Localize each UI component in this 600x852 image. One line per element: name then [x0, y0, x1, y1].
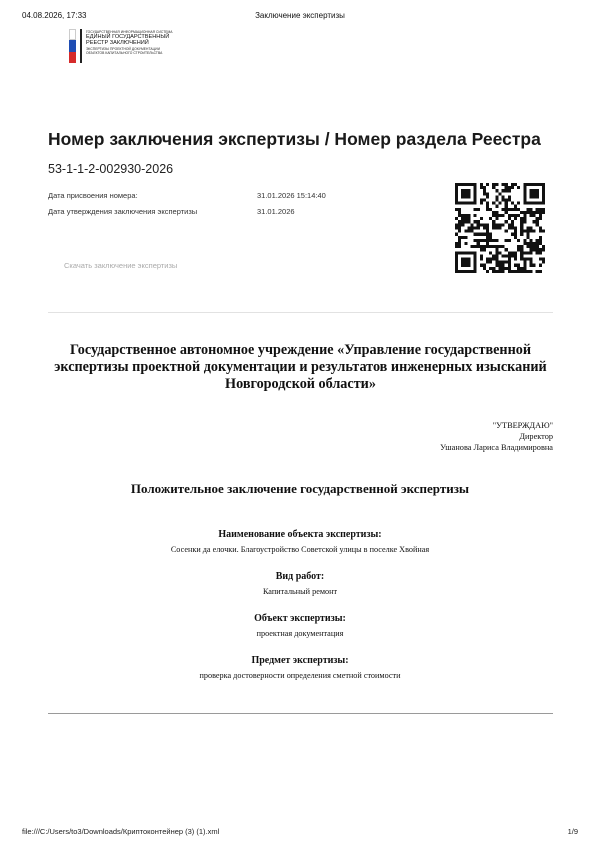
flag-icon [69, 29, 76, 63]
section-value: Капитальный ремонт [262, 587, 338, 596]
file-path: file:///C:/Users/to3/Downloads/Криптоконтейнер (3) (1).xml [22, 827, 220, 836]
page-number: 1/9 [567, 827, 578, 836]
logo-line: ОБЪЕКТОВ КАПИТАЛЬНОГО СТРОИТЕЛЬСТВА [86, 50, 163, 55]
qr-code-icon [455, 183, 545, 273]
divider [48, 312, 553, 313]
organization-name: Государственное автономное учреждение «Управление государственной экспертизы проектной документации и результатов инженерных изысканий Новгородской области» [54, 342, 547, 392]
page-title: Номер заключения экспертизы / Номер раздела Реестра [48, 129, 541, 149]
logo-text [86, 30, 211, 55]
qr-modules [455, 183, 545, 273]
print-page-title: Заключение экспертизы [255, 11, 345, 20]
registry-number: 53-1-1-2-002930-2026 [48, 162, 174, 176]
section-heading: Наименование объекта экспертизы: [218, 529, 382, 540]
registry-logo[interactable] [69, 29, 209, 63]
approval-stamp: "УТВЕРЖДАЮ" [492, 421, 553, 430]
assign-date-value: 31.01.2026 15:14:40 [257, 191, 326, 200]
section-value: проверка достоверности определения сметной стоимости [199, 671, 401, 680]
section-heading: Вид работ: [275, 571, 325, 582]
print-datetime: 04.08.2026, 17:33 [22, 11, 87, 20]
approver-name: Ушанова Лариса Владимировна [440, 443, 553, 452]
section-value: проектная документация [256, 629, 344, 638]
approval-date-value: 31.01.2026 [257, 207, 295, 216]
section-heading: Предмет экспертизы: [251, 655, 349, 666]
logo-divider [80, 29, 82, 63]
logo-line: ЕДИНЫЙ ГОСУДАРСТВЕННЫЙ [86, 34, 170, 41]
approval-date-label: Дата утверждения заключения экспертизы [48, 207, 198, 216]
approver-position: Директор [519, 432, 553, 441]
assign-date-label: Дата присвоения номера: [48, 191, 138, 200]
logo-line: ЭКСПЕРТИЗЫ ПРОЕКТНОЙ ДОКУМЕНТАЦИИ [86, 46, 160, 51]
logo-line: РЕЕСТР ЗАКЛЮЧЕНИЙ [86, 40, 149, 47]
conclusion-title: Положительное заключение государственной экспертизы [130, 481, 470, 496]
logo-line: ГОСУДАРСТВЕННАЯ ИНФОРМАЦИОННАЯ СИСТЕМА [86, 30, 173, 34]
section-heading: Объект экспертизы: [254, 613, 346, 624]
download-conclusion-link[interactable]: Скачать заключение экспертизы [64, 261, 178, 270]
section-value: Сосенки да елочки. Благоустройство Советской улицы в поселке Хвойная [170, 545, 430, 554]
divider [48, 713, 553, 714]
